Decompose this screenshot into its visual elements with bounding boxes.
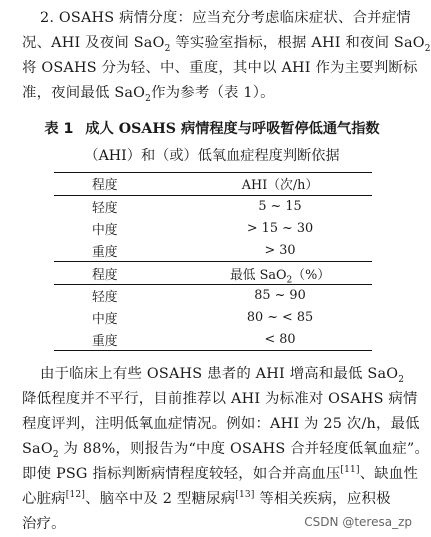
table-row xyxy=(54,307,372,329)
header-cell-sao2: 最低 SaO$_2$（%） xyxy=(188,262,372,285)
value-cell: < 80 xyxy=(188,329,372,351)
level-cell: 中度 xyxy=(92,222,118,238)
table-title: 成人 OSAHS 病情程度与呼吸暂停低通气指数 xyxy=(85,121,380,137)
level-cell: 中度 xyxy=(92,312,118,328)
table-row xyxy=(54,239,372,261)
value-cell: 5 ~ 15 xyxy=(258,199,302,215)
body-line-6: 心脏病[12]、脑卒中及 2 型糖尿病[13] 等相关疾病，应积极 xyxy=(22,490,391,507)
table-header-row xyxy=(54,262,372,285)
level-cell: 重度 xyxy=(92,244,118,260)
severity-table xyxy=(54,172,372,351)
body-line-2: 降低程度并不平行，目前推荐以 AHI 为标准对 OSAHS 病情 xyxy=(22,391,418,407)
intro-line-1: 2. OSAHS 病情分度：应当充分考虑临床症状、合并症情 xyxy=(40,10,411,26)
table-row xyxy=(54,218,372,240)
body-line-5: 即使 PSG 指标判断病情程度较轻，如合并高血压[11]、缺血性 xyxy=(22,465,419,482)
table-caption-line-1 xyxy=(0,116,424,143)
level-cell: 轻度 xyxy=(92,201,118,217)
table-label: 表 1 xyxy=(44,121,74,137)
level-cell: 轻度 xyxy=(92,290,118,306)
value-cell: 80 ~ < 85 xyxy=(246,310,314,326)
body-line-3: 程度评判，注明低氧血症情况。例如：AHI 为 25 次/h，最低 xyxy=(22,416,420,432)
table-row xyxy=(54,195,372,217)
table-caption xyxy=(0,116,424,170)
citation-11: [11] xyxy=(340,465,360,476)
table-caption-line-2: （AHI）和（或）低氧血症程度判断依据 xyxy=(84,148,340,164)
body-line-4: SaO$_2$ 为 88%，则报告为“中度 OSAHS 合并轻度低氧血症”。 xyxy=(22,441,430,460)
table-header-row xyxy=(54,173,372,196)
intro-line-4: 准，夜间最低 SaO$_2$作为参考（表 1）。 xyxy=(22,85,275,104)
citation-13: [13] xyxy=(235,490,255,501)
body-line-7: 治疗。 xyxy=(22,516,66,532)
table-row xyxy=(54,329,372,351)
value-cell: > 30 xyxy=(264,242,296,258)
value-cell: 85 ~ 90 xyxy=(254,288,306,304)
header-cell-ahi: AHI（次/h） xyxy=(188,173,372,196)
intro-paragraph xyxy=(22,6,431,106)
watermark: CSDN @teresa_zp xyxy=(304,515,412,529)
header-cell-level: 程度 xyxy=(54,173,188,196)
citation-12: [12] xyxy=(65,490,86,501)
intro-line-3: 将 OSAHS 分为轻、中、重度，其中以 AHI 作为主要判断标 xyxy=(22,60,418,76)
intro-line-2: 况、AHI 及夜间 SaO$_2$ 等实验室指标，根据 AHI 和夜间 SaO$_2$ xyxy=(22,35,431,54)
level-cell: 重度 xyxy=(54,329,188,351)
body-paragraph xyxy=(22,362,430,537)
table-row xyxy=(54,284,372,306)
header-cell-level: 程度 xyxy=(54,262,188,285)
value-cell: > 15 ~ 30 xyxy=(246,220,314,236)
body-line-1: 由于临床上有些 OSAHS 患者的 AHI 增高和最低 SaO$_2$ xyxy=(40,366,405,385)
